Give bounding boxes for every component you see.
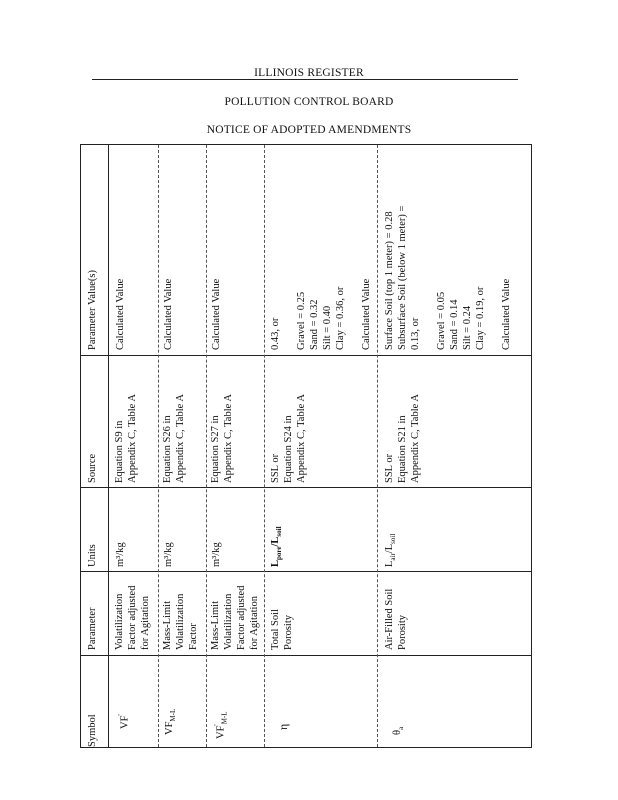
row5-value-spacer2 (487, 206, 500, 350)
col-header-value: Parameter Value(s) (87, 270, 98, 350)
row4-source-line1: SSL or (270, 453, 281, 483)
row5-value-line8: Clay = 0.19, or (475, 286, 486, 350)
row1-source (113, 394, 139, 483)
row-divider-3 (264, 145, 265, 747)
row4-value-line3: Gravel = 0.25 (296, 291, 307, 350)
row2-source (161, 394, 187, 483)
row5-parameter-line2: Porosity (397, 614, 408, 650)
row3-parameter-line1: Mass-Limit (210, 601, 221, 650)
row-divider-2 (206, 145, 207, 747)
row5-value-line1: Surface Soil (top 1 meter) = 0.28 (384, 211, 395, 350)
row3-value: Calculated Value (211, 278, 222, 350)
row-divider-4 (377, 145, 378, 747)
row3-units: m³/kg (211, 542, 222, 567)
row2-units: m³/kg (163, 542, 174, 567)
col-divider-parameter-units (81, 571, 531, 572)
row3-parameter-line2: Volatilization (223, 593, 234, 650)
row5-value-spacer1 (422, 206, 435, 350)
row5-units: $L_{air}/L_{soil}$ (384, 533, 398, 567)
row2-parameter-line2: Volatilization (175, 593, 186, 650)
row4-parameter-line1: Total Soil (270, 609, 281, 650)
row1-units: m³/kg (115, 542, 126, 567)
row4-units: $L_{pore}/L_{soil}$ (270, 526, 284, 567)
row4-value-line6: Clay = 0.36, or (335, 286, 346, 350)
row4-source-line2: Equation S24 in (283, 415, 294, 483)
col-divider-units-source (81, 487, 531, 488)
row4-value-spacer2 (347, 279, 360, 350)
row1-symbol: VF' (117, 714, 131, 729)
row2-symbol: $VF_{M-L}$ (164, 708, 178, 735)
row3-symbol: $VF'_{M-L}$ (213, 711, 229, 739)
row5-value-line2: Subsurface Soil (below 1 meter) = (397, 205, 408, 350)
header-rule (92, 79, 518, 80)
row5-source-line1: SSL or (384, 453, 395, 483)
row2-parameter-line3: Factor (188, 623, 199, 650)
col-header-symbol: Symbol (87, 714, 98, 747)
board-title: POLLUTION CONTROL BOARD (224, 96, 394, 108)
row5-source (383, 394, 422, 483)
row5-parameter (383, 589, 409, 650)
row5-value-line6: Sand = 0.14 (449, 299, 460, 350)
row4-value-line1: 0.43, or (270, 317, 281, 350)
row4-value (269, 279, 373, 350)
row1-source-line2: Appendix C, Table A (127, 394, 138, 483)
row3-source-line2: Appendix C, Table A (223, 394, 234, 483)
col-header-parameter: Parameter (87, 607, 98, 650)
row3-parameter-line4: for Agitation (249, 596, 260, 650)
row5-value-line5: Gravel = 0.05 (436, 291, 447, 350)
row1-parameter-line3: for Agitation (140, 596, 151, 650)
row5-symbol: $\theta_a$ (392, 726, 406, 735)
row4-value-line4: Sand = 0.32 (309, 299, 320, 350)
row5-value-line7: Silt = 0.24 (462, 305, 473, 350)
row1-source-line1: Equation S9 in (114, 420, 125, 483)
register-title: ILLINOIS REGISTER (254, 67, 364, 79)
row5-parameter-line1: Air-Filled Soil (384, 588, 395, 650)
row4-source (269, 394, 308, 483)
row4-value-line8: Calculated Value (361, 278, 372, 350)
row-divider-1 (158, 145, 159, 747)
col-divider-source-value (81, 355, 531, 356)
row4-source-line3: Appendix C, Table A (296, 394, 307, 483)
row4-symbol: η (276, 723, 290, 730)
row4-parameter (269, 609, 295, 650)
row5-value (383, 206, 513, 350)
row4-value-line5: Silt = 0.40 (322, 305, 333, 350)
row5-value-line3: 0.13, or (410, 317, 421, 350)
row3-source (209, 394, 235, 483)
row1-parameter-line1: Volatilization (114, 593, 125, 650)
row3-parameter-line3: Factor adjusted (236, 585, 247, 650)
header-row-divider (108, 145, 109, 747)
row2-value: Calculated Value (163, 278, 174, 350)
row1-parameter (113, 586, 152, 650)
col-divider-symbol-parameter (81, 655, 531, 656)
row1-value: Calculated Value (115, 278, 126, 350)
row2-source-line1: Equation S26 in (162, 415, 173, 483)
row4-value-spacer1 (282, 279, 295, 350)
col-header-source: Source (87, 453, 98, 483)
row2-parameter-line1: Mass-Limit (162, 601, 173, 650)
col-header-units: Units (87, 544, 98, 567)
row2-parameter (161, 594, 200, 650)
notice-title: NOTICE OF ADOPTED AMENDMENTS (206, 124, 412, 136)
row4-parameter-line2: Porosity (283, 614, 294, 650)
row3-source-line1: Equation S27 in (210, 415, 221, 483)
row5-source-line2: Equation S21 in (397, 415, 408, 483)
row1-parameter-line2: Factor adjusted (127, 585, 138, 650)
row2-source-line2: Appendix C, Table A (175, 394, 186, 483)
row5-value-line10: Calculated Value (501, 278, 512, 350)
row5-source-line3: Appendix C, Table A (410, 394, 421, 483)
row3-parameter (209, 586, 261, 650)
parameter-table (80, 144, 532, 748)
